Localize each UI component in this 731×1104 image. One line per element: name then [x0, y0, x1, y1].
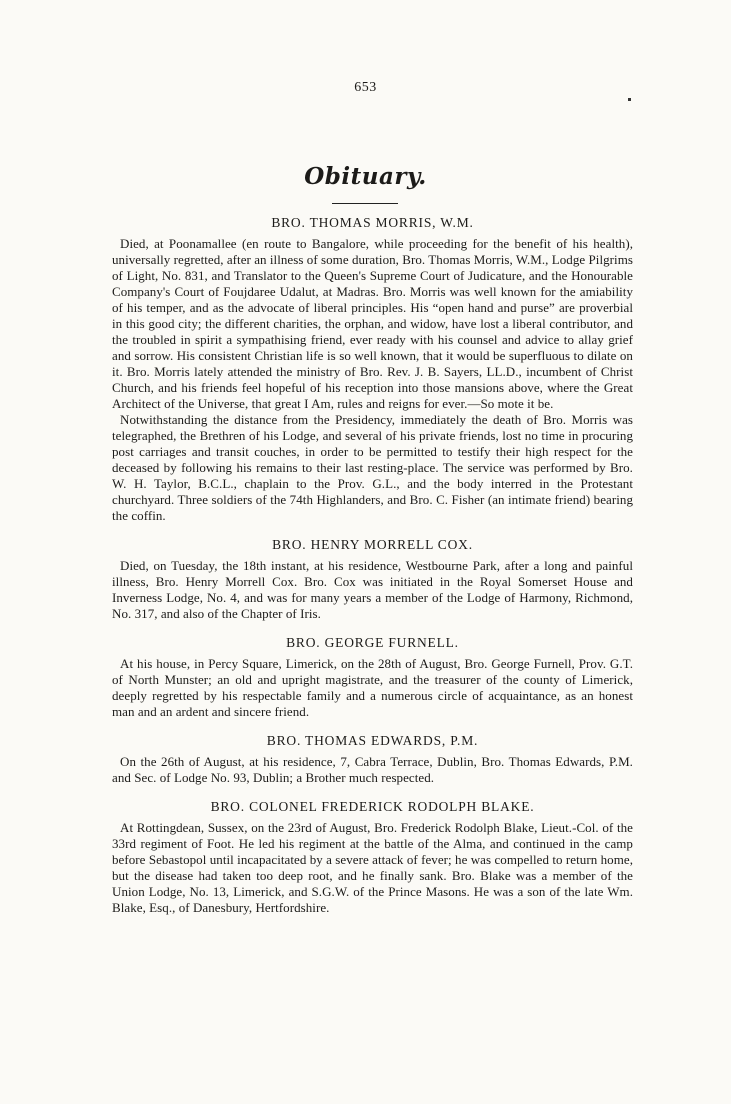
title-divider — [332, 203, 398, 204]
margin-mark — [628, 98, 631, 101]
section-paragraph: Died, at Poonamallee (en route to Bangalore, while proceeding for the benefit of his health), universally regretted, after an illness of some duration, Bro. Thomas Morris, W.M., Lodge Pilgrims of Light, No. 831, and Translator to the Queen's Supreme Court of Judicature, and the Honourable Company's Court of Foujdaree Udalut, at Madras. Bro. Morris was well known for the amiability of his temper, and as the advocate of liberal principles. His “open hand and purse” are proverbial in this good city; the different charities, the orphan, and widow, have lost a liberal contributor, and the troubled in spirit a sympathising friend, ever ready with his counsel and advice to allay grief and sorrow. His consistent Christian life is so well known, that it would be superfluous to dilate on it. Bro. Morris lately attended the ministry of Bro. Rev. J. B. Sayers, LL.D., incumbent of Christ Church, and his friends feel hopeful of his reception into those mansions above, where the Great Architect of the Universe, that great I Am, rules and reigns for ever.—So mote it be. — [112, 236, 633, 411]
obituary-frederick-rodolph-blake — [112, 798, 633, 916]
section-paragraph: At Rottingdean, Sussex, on the 23rd of August, Bro. Frederick Rodolph Blake, Lieut.-Col. of the 33rd regiment of Foot. He led his regiment at the battle of the Alma, and continued in the camp before Sebastopol until incapacitated by a severe attack of fever; he was compelled to return home, but the disease had taken too deep root, and he finally sank. Bro. Blake was a member of the Union Lodge, No. 13, Limerick, and S.G.W. of the Prince Masons. He was a son of the late Wm. Blake, Esq., of Danesbury, Hertfordshire. — [112, 820, 633, 915]
page-number: 653 — [354, 80, 377, 95]
section-paragraph: On the 26th of August, at his residence, 7, Cabra Terrace, Dublin, Bro. Thomas Edwards, P.M. and Sec. of Lodge No. 93, Dublin; a Brother much respected. — [112, 754, 633, 785]
section-heading: BRO. THOMAS EDWARDS, P.M. — [266, 733, 479, 748]
section-heading: BRO. COLONEL FREDERICK RODOLPH BLAKE. — [210, 799, 535, 814]
section-paragraph: Died, on Tuesday, the 18th instant, at his residence, Westbourne Park, after a long and painful illness, Bro. Henry Morrell Cox. Bro. Cox was initiated in the Royal Somerset House and Inverness Lodge, No. 4, and was for many years a member of the Lodge of Harmony, Richmond, No. 317, and also of the Chapter of Iris. — [112, 558, 633, 621]
section-paragraph: At his house, in Percy Square, Limerick, on the 28th of August, Bro. George Furnell, Prov. G.T. of North Munster; an old and upright magistrate, and the treasurer of the county of Limerick, deeply regretted by his respectable family and a numerous circle of acquaintance, as an honest man and an ardent and sincere friend. — [112, 656, 633, 719]
section-heading: BRO. GEORGE FURNELL. — [286, 635, 459, 650]
section-heading: BRO. HENRY MORRELL COX. — [272, 537, 473, 552]
section-heading: BRO. THOMAS MORRIS, W.M. — [271, 215, 474, 230]
section-paragraph: Notwithstanding the distance from the Presidency, immediately the death of Bro. Morris was telegraphed, the Brethren of his Lodge, and several of his private friends, lost no time in procuring post carriages and transit couches, in order to be permitted to testify their high respect for the deceased by following his remains to their last resting-place. The service was performed by Bro. W. H. Taylor, B.C.L., chaplain to the Prov. G.L., and the body interred in the Protestant churchyard. Three soldiers of the 74th Highlanders, and Bro. C. Fisher (an intimate friend) bearing the coffin. — [112, 412, 633, 523]
page-title: Obituary. — [304, 163, 427, 190]
obituary-thomas-morris — [112, 214, 633, 524]
obituary-henry-morrell-cox — [112, 536, 633, 622]
obituary-george-furnell — [112, 634, 633, 720]
obituary-content — [112, 214, 633, 928]
obituary-thomas-edwards — [112, 732, 633, 786]
